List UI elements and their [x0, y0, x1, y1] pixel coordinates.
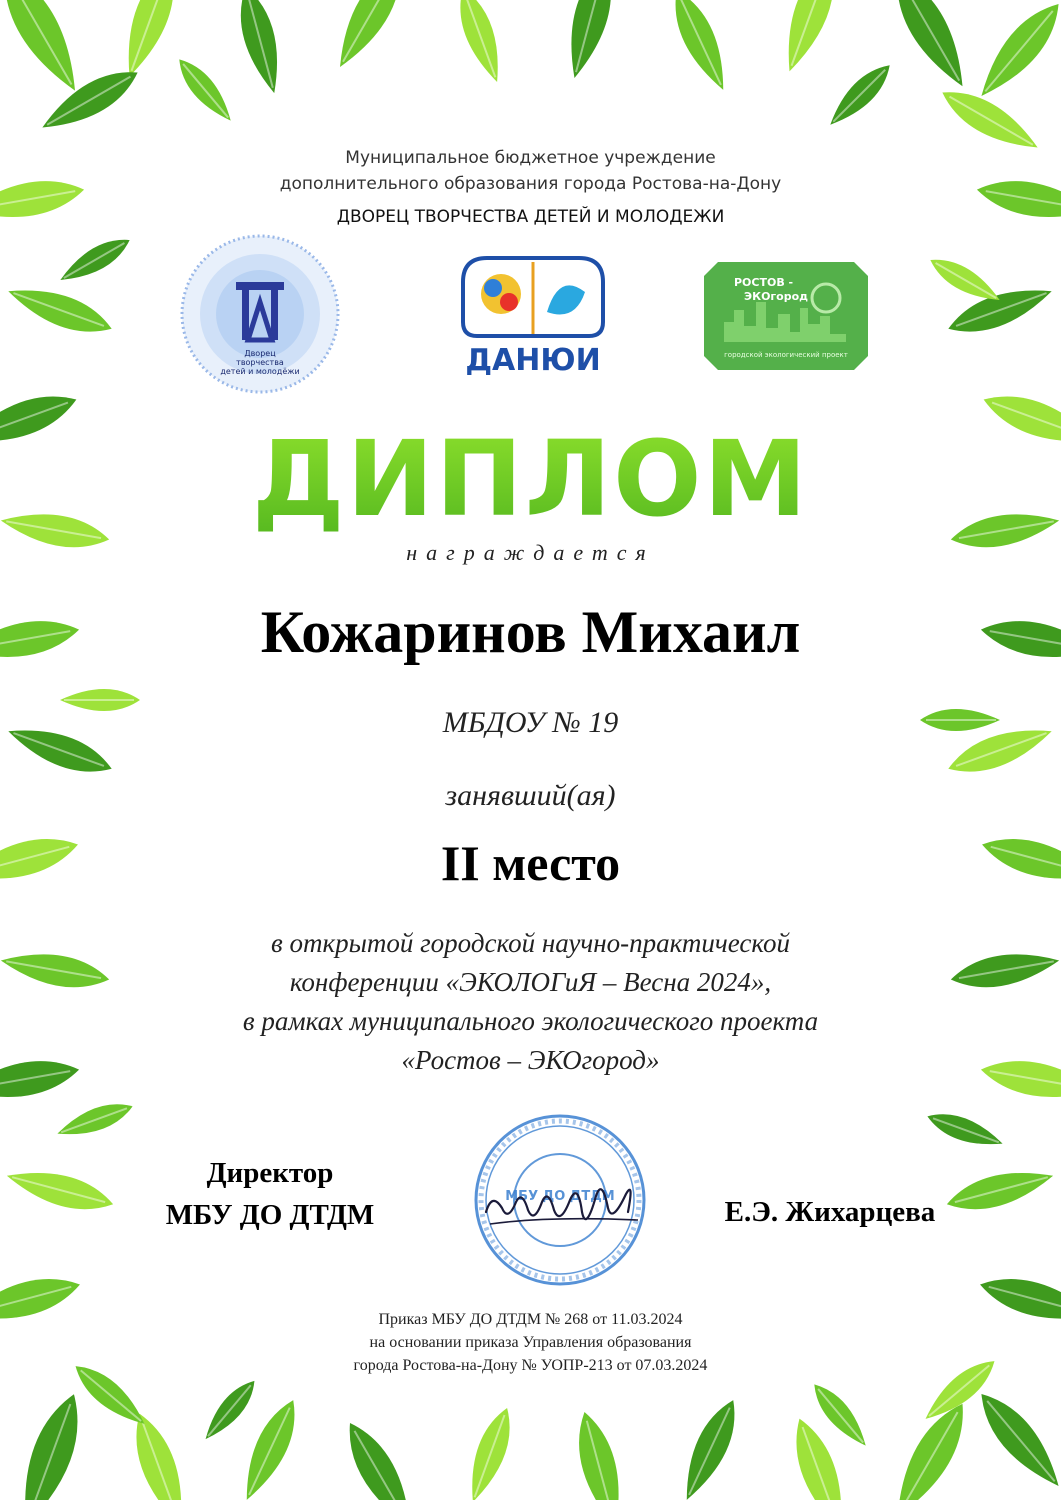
danui-logo-label: ДАНЮИ — [465, 343, 601, 376]
org-name-line2: дополнительного образования города Ростова-на-Дону — [279, 174, 782, 194]
leaf-icon — [171, 52, 239, 127]
event-description-line: в рамках муниципального экологического проекта — [242, 1006, 819, 1036]
leaf-icon — [450, 0, 510, 87]
leaf-icon — [969, 1383, 1061, 1496]
dtdm-logo-text3: детей и молодёжи — [220, 367, 300, 376]
awarded-label: награждается — [406, 540, 655, 565]
stamp-center-text: МБУ ДО ДТДМ — [505, 1189, 615, 1204]
org-name-line1: Муниципальное бюджетное учреждение — [345, 148, 716, 168]
place-label: II место — [440, 835, 621, 891]
leaf-icon — [559, 0, 622, 82]
order-info — [0, 1308, 1061, 1377]
leaf-icon — [969, 0, 1061, 107]
leaf-icon — [114, 0, 186, 82]
leaf-icon — [0, 0, 92, 100]
leaf-icon — [3, 277, 117, 343]
order-line: города Ростова-на-Дону № УОПР-213 от 07.03.2024 — [353, 1357, 708, 1374]
event-description-line: в открытой городской научно-практической — [271, 928, 790, 958]
eco-logo-line2: ЭКОгород — [744, 290, 809, 303]
leaf-icon — [822, 57, 898, 133]
order-line: на основании приказа Управления образования — [369, 1334, 692, 1351]
took-label: занявший(ая) — [445, 779, 616, 812]
handwritten-signature — [478, 1172, 648, 1242]
danui-logo — [455, 252, 611, 376]
dtdm-logo-text1: Дворец — [244, 349, 276, 358]
eco-city-logo — [704, 262, 868, 370]
eco-logo-line1: РОСТОВ - — [734, 276, 794, 289]
leaf-icon — [231, 0, 289, 97]
leaf-icon — [460, 1403, 520, 1500]
event-description-line: «Ростов – ЭКОгород» — [401, 1045, 660, 1075]
leaf-icon — [124, 1408, 196, 1500]
leaf-icon — [326, 0, 415, 75]
signer-role-line2: МБУ ДО ДТДМ — [165, 1199, 375, 1231]
org-name-line3: ДВОРЕЦ ТВОРЧЕСТВА ДЕТЕЙ И МОЛОДЕЖИ — [336, 207, 725, 227]
leaf-icon — [924, 1106, 1007, 1154]
event-description — [0, 924, 1061, 1080]
signer-role-line1: Директор — [206, 1157, 334, 1189]
order-line: Приказ МБУ ДО ДТДМ № 268 от 11.03.2024 — [378, 1311, 683, 1328]
signer-name: Е.Э. Жихарцева — [724, 1196, 936, 1228]
leaf-icon — [8, 1388, 92, 1500]
leaf-icon — [774, 0, 846, 77]
leaf-icon — [55, 230, 135, 289]
leaf-icon — [673, 1394, 747, 1500]
recipient-name: Кожаринов Михаил — [260, 599, 801, 665]
event-description-line: конференции «ЭКОЛОГиЯ – Весна 2024», — [289, 967, 772, 997]
diploma-title: ДИПЛОМ — [0, 418, 1061, 540]
signer-role — [140, 1152, 400, 1236]
leaf-icon — [54, 1096, 137, 1144]
dtdm-logo-text2: творчества — [236, 358, 284, 367]
dtdm-logo — [178, 232, 342, 396]
leaf-icon — [233, 1394, 307, 1500]
leaf-icon — [198, 1374, 263, 1446]
leaf-icon — [569, 1408, 632, 1500]
eco-logo-caption: городской экологический проект — [724, 351, 848, 359]
leaf-icon — [336, 1415, 425, 1500]
leaf-icon — [882, 0, 978, 95]
leaf-icon — [3, 1161, 117, 1219]
leaf-icon — [663, 0, 737, 96]
recipient-org: МБДОУ № 19 — [442, 706, 619, 739]
